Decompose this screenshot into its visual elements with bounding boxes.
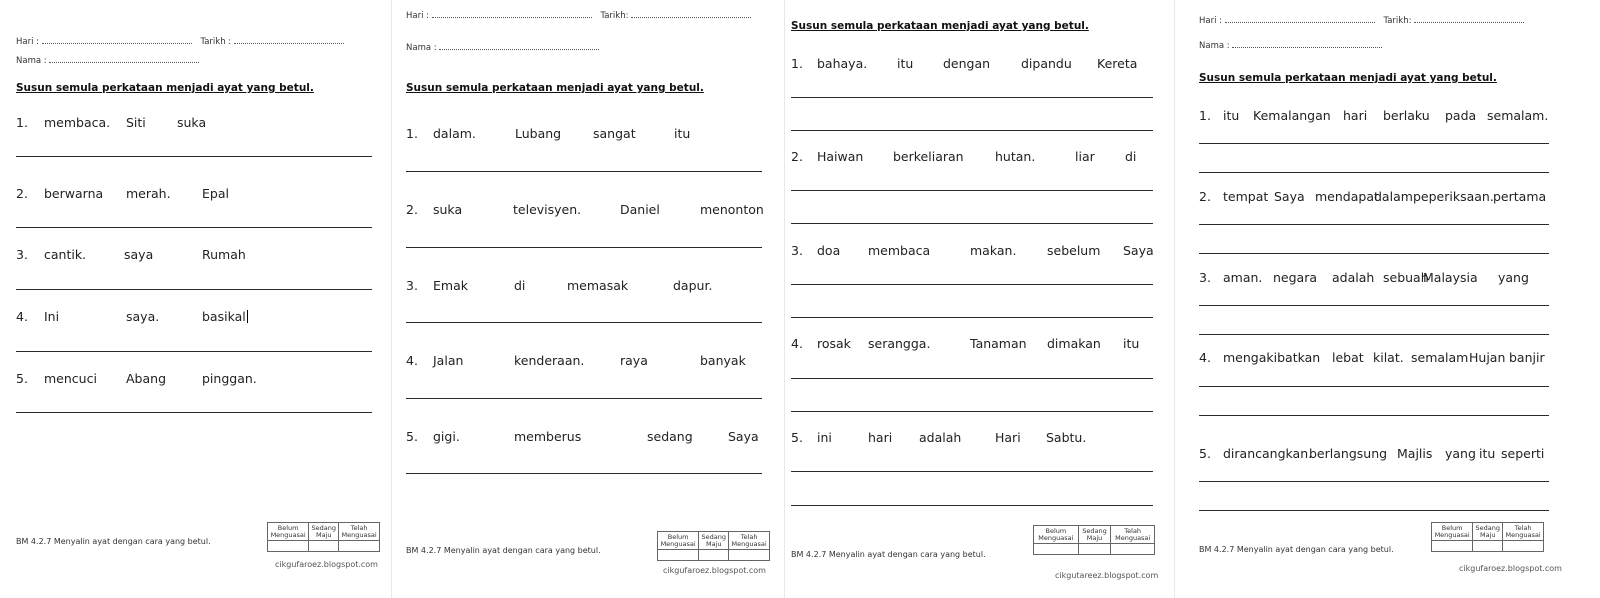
scrambled-word: dipandu	[1021, 56, 1072, 71]
scrambled-word: mengakibatkan	[1223, 350, 1321, 365]
scrambled-word: kenderaan.	[514, 353, 585, 368]
scrambled-word: dimakan	[1047, 336, 1101, 351]
scrambled-word: membaca	[868, 243, 931, 258]
instruction-title: Susun semula perkataan menjadi ayat yang betul.	[406, 82, 704, 94]
rubric-box[interactable]	[1473, 541, 1503, 552]
scrambled-word: Malaysia	[1423, 270, 1478, 285]
answer-line[interactable]	[16, 156, 372, 157]
scrambled-word: Rumah	[202, 247, 246, 262]
nama-field	[406, 42, 599, 53]
answer-line[interactable]	[406, 322, 762, 323]
scrambled-word: dirancangkan.	[1223, 446, 1313, 461]
question-row	[791, 430, 1161, 450]
question-row	[791, 336, 1161, 356]
question-row	[406, 278, 776, 298]
question-number: 4.	[791, 336, 803, 351]
scrambled-word: seperti	[1501, 446, 1545, 461]
rubric-belum: Belum Menguasai	[1034, 526, 1079, 544]
scrambled-word: Lubang	[515, 126, 562, 141]
answer-line[interactable]	[406, 473, 762, 474]
scrambled-word: Siti	[126, 115, 146, 130]
nama-label: Nama :	[406, 43, 437, 53]
answer-line[interactable]	[1199, 334, 1549, 335]
rubric-box[interactable]	[729, 550, 770, 561]
scrambled-word: dapur.	[673, 278, 713, 293]
footer-standard: BM 4.2.7 Menyalin ayat dengan cara yang betul.	[16, 537, 211, 546]
scrambled-word: aman.	[1223, 270, 1263, 285]
nama-label: Nama :	[16, 56, 47, 66]
scrambled-word: banyak	[700, 353, 746, 368]
scrambled-word: Abang	[126, 371, 167, 386]
answer-line[interactable]	[1199, 253, 1549, 254]
scrambled-word: Kemalangan	[1253, 108, 1331, 123]
hari-blank	[42, 36, 192, 44]
question-number: 5.	[791, 430, 803, 445]
scrambled-word: dalam.	[433, 126, 476, 141]
scrambled-word: itu	[897, 56, 914, 71]
question-number: 2.	[16, 186, 28, 201]
question-number: 3.	[791, 243, 803, 258]
rubric-box[interactable]	[699, 550, 729, 561]
question-row	[1199, 350, 1551, 370]
answer-line[interactable]	[16, 351, 372, 352]
question-number: 2.	[791, 149, 803, 164]
scrambled-word: merah.	[126, 186, 171, 201]
worksheet-2	[392, 0, 785, 598]
scrambled-word: sangat	[593, 126, 636, 141]
scrambled-word: Epal	[202, 186, 229, 201]
answer-line[interactable]	[791, 284, 1153, 285]
scrambled-word: itu	[1223, 108, 1240, 123]
scrambled-word: Saya	[728, 429, 759, 444]
question-row	[16, 186, 376, 206]
question-number: 2.	[406, 202, 418, 217]
scrambled-word: yang	[1498, 270, 1529, 285]
answer-line[interactable]	[791, 190, 1153, 191]
tarikh-label: Tarikh:	[1383, 16, 1412, 26]
question-number: 5.	[16, 371, 28, 386]
nama-field	[1199, 40, 1382, 51]
scrambled-word: sedang	[647, 429, 693, 444]
tarikh-blank	[234, 36, 344, 44]
rubric-box[interactable]	[1503, 541, 1544, 552]
question-number: 4.	[1199, 350, 1211, 365]
rubric-telah: Telah Menguasai	[729, 532, 770, 550]
answer-line[interactable]	[1199, 415, 1549, 416]
scrambled-word: Ini	[44, 309, 60, 324]
hari-field	[1199, 15, 1524, 26]
question-row	[1199, 189, 1551, 209]
footer-standard: BM 4.2.7 Menyalin ayat dengan cara yang betul.	[791, 550, 986, 559]
nama-label: Nama :	[1199, 41, 1230, 51]
question-row	[16, 247, 376, 267]
hari-label: Hari :	[1199, 16, 1223, 26]
scrambled-word: membaca.	[44, 115, 111, 130]
scrambled-word: dalam	[1374, 189, 1413, 204]
question-row	[1199, 446, 1551, 466]
scrambled-word: adalah	[1332, 270, 1375, 285]
answer-line[interactable]	[1199, 481, 1549, 482]
scrambled-word: berkeliaran	[893, 149, 964, 164]
question-row	[791, 56, 1161, 76]
answer-line[interactable]	[1199, 143, 1549, 144]
scrambled-word: menonton	[700, 202, 764, 217]
scrambled-word	[202, 309, 248, 324]
nama-field	[16, 55, 199, 66]
rubric-sedang: Sedang Maju	[309, 523, 339, 541]
question-number: 5.	[1199, 446, 1211, 461]
rubric-box[interactable]	[658, 550, 699, 561]
scrambled-word: saya.	[126, 309, 160, 324]
scrambled-word: Sabtu.	[1046, 430, 1087, 445]
scrambled-word: hutan.	[995, 149, 1036, 164]
answer-line[interactable]	[16, 412, 372, 413]
worksheet-1	[0, 0, 392, 598]
question-row	[406, 429, 776, 449]
scrambled-word: suka	[433, 202, 463, 217]
question-number: 3.	[1199, 270, 1211, 285]
scrambled-word: tempat	[1223, 189, 1269, 204]
answer-line[interactable]	[1199, 224, 1549, 225]
rubric-telah: Telah Menguasai	[1503, 523, 1544, 541]
hari-field	[406, 10, 751, 21]
question-row	[406, 353, 776, 373]
question-row	[406, 126, 776, 146]
blog-url: cikgufaroez.blogspot.com	[663, 566, 766, 575]
question-row	[791, 243, 1161, 263]
hari-field	[16, 36, 344, 47]
answer-line[interactable]	[406, 247, 762, 248]
scrambled-word: itu	[1123, 336, 1140, 351]
scrambled-word: Saya	[1274, 189, 1305, 204]
rubric-table	[657, 531, 770, 561]
footer-standard: BM 4.2.7 Menyalin ayat dengan cara yang betul.	[406, 546, 601, 555]
question-row	[406, 202, 776, 222]
worksheet-4	[1175, 0, 1600, 598]
question-number: 1.	[791, 56, 803, 71]
scrambled-word: sebuah	[1383, 270, 1429, 285]
answer-line[interactable]	[406, 171, 762, 172]
answer-line[interactable]	[791, 223, 1153, 224]
rubric-box[interactable]	[339, 541, 380, 552]
scrambled-word: adalah	[919, 430, 962, 445]
question-number: 3.	[406, 278, 418, 293]
scrambled-word: pertama	[1493, 189, 1547, 204]
scrambled-word: cantik.	[44, 247, 87, 262]
answer-line[interactable]	[791, 130, 1153, 131]
scrambled-word: ini	[817, 430, 832, 445]
answer-line[interactable]	[1199, 510, 1549, 511]
question-row	[16, 309, 376, 329]
rubric-sedang: Sedang Maju	[1078, 526, 1111, 544]
scrambled-word: kilat.	[1373, 350, 1404, 365]
scrambled-word: dengan	[943, 56, 991, 71]
rubric-box[interactable]	[1111, 544, 1155, 555]
question-number: 3.	[16, 247, 28, 262]
scrambled-word: memasak	[567, 278, 629, 293]
question-row	[1199, 108, 1551, 128]
scrambled-word: televisyen.	[513, 202, 582, 217]
scrambled-word: semalam.	[1487, 108, 1549, 123]
answer-line[interactable]	[406, 398, 762, 399]
scrambled-word: berlaku	[1383, 108, 1430, 123]
scrambled-word: hari	[1343, 108, 1368, 123]
scrambled-word: Daniel	[620, 202, 660, 217]
rubric-telah: Telah Menguasai	[339, 523, 380, 541]
question-number: 1.	[16, 115, 28, 130]
footer-standard: BM 4.2.7 Menyalin ayat dengan cara yang betul.	[1199, 545, 1394, 554]
answer-line[interactable]	[1199, 305, 1549, 306]
rubric-sedang: Sedang Maju	[699, 532, 729, 550]
scrambled-word: Tanaman	[970, 336, 1027, 351]
question-number: 1.	[1199, 108, 1211, 123]
scrambled-word: doa	[817, 243, 841, 258]
scrambled-word: saya	[124, 247, 154, 262]
worksheet-3	[785, 0, 1175, 598]
scrambled-word: berwarna	[44, 186, 104, 201]
scrambled-word: rosak	[817, 336, 851, 351]
answer-line[interactable]	[791, 471, 1153, 472]
tarikh-label: Tarikh :	[200, 37, 232, 47]
answer-line[interactable]	[791, 505, 1153, 506]
scrambled-word: peperiksaan.	[1413, 189, 1494, 204]
question-number: 5.	[406, 429, 418, 444]
scrambled-word: serangga.	[868, 336, 931, 351]
scrambled-word: Majlis	[1397, 446, 1433, 461]
scrambled-word: memberus	[514, 429, 582, 444]
scrambled-word: gigi.	[433, 429, 460, 444]
rubric-box[interactable]	[1432, 541, 1473, 552]
rubric-belum: Belum Menguasai	[1432, 523, 1473, 541]
rubric-telah: Telah Menguasai	[1111, 526, 1155, 544]
scrambled-word: pinggan.	[202, 371, 257, 386]
instruction-title: Susun semula perkataan menjadi ayat yang betul.	[791, 20, 1089, 32]
blog-url: cikgutareez.blogspot.com	[1055, 571, 1159, 580]
scrambled-word: semalam	[1411, 350, 1469, 365]
scrambled-word: negara	[1273, 270, 1318, 285]
rubric-belum: Belum Menguasai	[658, 532, 699, 550]
question-row	[791, 149, 1161, 169]
hari-blank	[1225, 15, 1375, 23]
blog-url: cikgufaroez.blogspot.com	[275, 560, 378, 569]
question-row	[1199, 270, 1551, 290]
scrambled-word: di	[1125, 149, 1137, 164]
answer-line[interactable]	[1199, 172, 1549, 173]
rubric-table	[1431, 522, 1544, 552]
scrambled-word: pada	[1445, 108, 1477, 123]
question-number: 1.	[406, 126, 418, 141]
answer-line[interactable]	[791, 97, 1153, 98]
scrambled-word: di	[514, 278, 526, 293]
hari-label: Hari :	[16, 37, 40, 47]
scrambled-word: makan.	[970, 243, 1017, 258]
scrambled-word: liar	[1075, 149, 1095, 164]
text-cursor	[247, 310, 249, 323]
question-number: 4.	[16, 309, 28, 324]
scrambled-word: hari	[868, 430, 893, 445]
answer-line[interactable]	[16, 289, 372, 290]
scrambled-word: lebat	[1332, 350, 1364, 365]
nama-blank	[439, 42, 599, 50]
rubric-box[interactable]	[268, 541, 309, 552]
hari-label: Hari :	[406, 11, 430, 21]
rubric-table	[267, 522, 380, 552]
answer-line[interactable]	[791, 411, 1153, 412]
blog-url: cikgufaroez.blogspot.com	[1459, 564, 1562, 573]
rubric-box[interactable]	[309, 541, 339, 552]
answer-line[interactable]	[1199, 386, 1549, 387]
scrambled-word: bahaya.	[817, 56, 868, 71]
rubric-box[interactable]	[1078, 544, 1111, 555]
scrambled-word: itu	[674, 126, 691, 141]
scrambled-word: banjir	[1509, 350, 1545, 365]
scrambled-word: sebelum	[1047, 243, 1101, 258]
scrambled-word: Emak	[433, 278, 468, 293]
tarikh-label: Tarikh:	[600, 11, 629, 21]
scrambled-word: mendapat	[1315, 189, 1379, 204]
tarikh-blank	[631, 10, 751, 18]
question-row	[16, 115, 376, 135]
scrambled-word-text: basikal	[202, 309, 246, 324]
nama-blank	[49, 55, 199, 63]
hari-blank	[432, 10, 592, 18]
tarikh-blank	[1414, 15, 1524, 23]
scrambled-word: Haiwan	[817, 149, 864, 164]
question-number: 2.	[1199, 189, 1211, 204]
scrambled-word: Kereta	[1097, 56, 1138, 71]
scrambled-word: yang	[1445, 446, 1476, 461]
scrambled-word: mencuci	[44, 371, 97, 386]
rubric-table	[1033, 525, 1155, 555]
scrambled-word: Jalan	[433, 353, 464, 368]
scrambled-word: itu	[1479, 446, 1496, 461]
scrambled-word: Hari	[995, 430, 1021, 445]
nama-blank	[1232, 40, 1382, 48]
question-number: 4.	[406, 353, 418, 368]
rubric-belum: Belum Menguasai	[268, 523, 309, 541]
rubric-sedang: Sedang Maju	[1473, 523, 1503, 541]
answer-line[interactable]	[16, 227, 372, 228]
rubric-box[interactable]	[1034, 544, 1079, 555]
instruction-title: Susun semula perkataan menjadi ayat yang betul.	[16, 82, 314, 94]
answer-line[interactable]	[791, 378, 1153, 379]
instruction-title: Susun semula perkataan menjadi ayat yang betul.	[1199, 72, 1497, 84]
scrambled-word: raya	[620, 353, 648, 368]
question-row	[16, 371, 376, 391]
scrambled-word: suka	[177, 115, 207, 130]
answer-line[interactable]	[791, 317, 1153, 318]
scrambled-word: Hujan	[1469, 350, 1506, 365]
scrambled-word: berlangsung	[1309, 446, 1388, 461]
scrambled-word: Saya	[1123, 243, 1154, 258]
